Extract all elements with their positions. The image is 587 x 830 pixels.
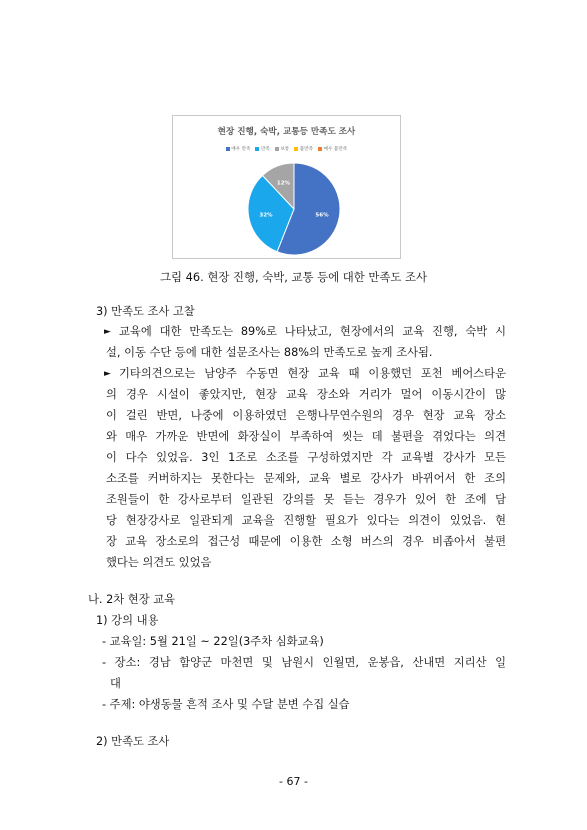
bullet2-line: 장 교육 장소로의 접근성 때문에 이용한 소형 버스의 경우 비좁아서 불편 xyxy=(106,535,506,548)
legend-label: 보통 xyxy=(280,147,290,152)
pie-data-label: 12% xyxy=(276,180,291,187)
list-item: - 교육일: 5월 21일 ~ 22일(3주차 심화교육) xyxy=(102,635,324,648)
bullet-arrow-icon: ► xyxy=(104,327,111,337)
bullet2-line: 이 다수 있었음. 3인 1조로 소조를 구성하였지만 각 교육별 강사가 모든 xyxy=(106,451,506,464)
pie-data-label: 56% xyxy=(315,212,329,219)
subsection-heading: 2) 만족도 조사 xyxy=(96,735,170,748)
list-item: 대 xyxy=(110,677,121,690)
figure-caption: 그림 46. 현장 진행, 숙박, 교통 등에 대한 만족도 조사 xyxy=(159,270,427,284)
legend-label: 매우 만족 xyxy=(231,147,251,152)
section-heading: 3) 만족도 조사 고찰 xyxy=(96,305,195,318)
legend-label: 매우 불만족 xyxy=(323,147,348,152)
bullet2-line: 조원들이 한 강사로부터 일관된 강의를 못 듣는 경우가 있어 한 조에 담 xyxy=(106,493,506,506)
legend-label: 불만족 xyxy=(299,147,314,152)
bullet2-line: 이 걸린 반면, 나중에 이용하였던 은행나무연수원의 경우 현장 교육 장소 xyxy=(106,409,506,422)
list-item: - 장소: 경남 함양군 마천면 및 남원시 인월면, 운봉읍, 산내면 지리산 일 xyxy=(102,656,506,669)
bullet1-line: 설, 이동 수단 등에 대한 설문조사는 88%의 만족도로 높게 조사됨. xyxy=(106,346,433,359)
legend-label: 만족 xyxy=(260,147,270,152)
bullet2-line: 소조를 커버하지는 못한다는 문제와, 교육 별로 강사가 바뀌어서 한 조의 xyxy=(106,472,506,485)
bullet2-line: 와 매우 가까운 반면에 화장실이 부족하여 씻는 데 불편을 겪었다는 의견 xyxy=(106,430,506,443)
bullet2-line: 당 현장강사로 일관되게 교육을 진행할 필요가 있다는 의견이 있었음. 현 xyxy=(106,514,506,527)
bullet1-line: 교육에 대한 만족도는 89%로 나타났고, 현장에서의 교육 진행, 숙박 시 xyxy=(119,325,506,338)
chart-title: 현장 진행, 숙박, 교통등 만족도 조사 xyxy=(217,127,356,137)
bullet2-line: 의 경우 시설이 좋았지만, 현장 교육 장소와 거리가 멀어 이동시간이 많 xyxy=(106,388,506,401)
list-item: - 주제: 야생동물 흔적 조사 및 수달 분변 수집 실습 xyxy=(102,698,350,711)
bullet2-line: 했다는 의견도 있었음 xyxy=(106,556,212,569)
subsection-heading: 1) 강의 내용 xyxy=(96,614,159,627)
bullet2-line: 기타의견으로는 남양주 수동면 현장 교육 때 이용했던 포천 베어스타운 xyxy=(119,367,506,380)
pie-data-label: 32% xyxy=(259,212,273,219)
pie-chart xyxy=(172,115,401,259)
section-heading: 나. 2차 현장 교육 xyxy=(88,593,176,606)
page-number: - 67 - xyxy=(279,775,308,788)
pie-plot xyxy=(173,116,402,260)
bullet-arrow-icon: ► xyxy=(104,369,111,379)
